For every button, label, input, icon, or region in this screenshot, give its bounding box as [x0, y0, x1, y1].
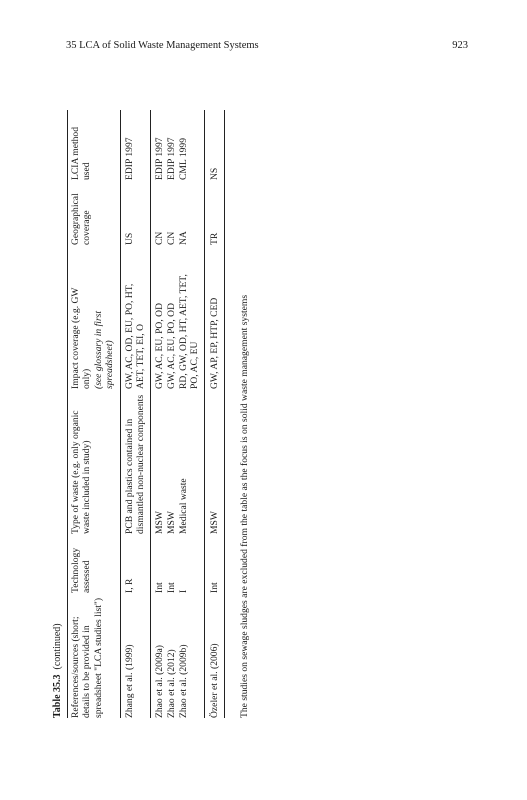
running-header [66, 40, 468, 56]
col-header-impact [70, 288, 115, 389]
table-text: Technology [70, 547, 81, 593]
impact-cell: GW, AC, EU, PO, OD [166, 303, 177, 389]
lcia-cell: NS [209, 167, 220, 180]
ref-cell: Zhao et al. (2009b) [178, 644, 189, 718]
tech-cell: I, R [124, 578, 135, 593]
geo-cell: CN [166, 231, 177, 245]
waste-cell: MSW [166, 511, 177, 534]
impact-cell: GW, AC, EU, PO, OD [154, 303, 165, 389]
lcia-cell: CML 1999 [178, 137, 189, 180]
row-rule [150, 110, 151, 718]
col-header-technology [70, 548, 93, 593]
waste-cell: MSW [209, 511, 220, 534]
geo-cell: CN [154, 231, 165, 245]
table-text: Geographical [70, 193, 81, 245]
geo-cell: US [124, 232, 135, 245]
ref-cell: Zhao et al. (2009a) [154, 645, 165, 718]
col-header-geography [70, 193, 93, 245]
waste-cell: PCB and plastics contained in [124, 418, 135, 534]
geo-cell: TR [209, 232, 220, 245]
top-rule [67, 110, 68, 718]
table-text: (see glossary in first [92, 310, 104, 389]
table-text: used [81, 162, 93, 180]
lcia-cell: EDIP 1997 [166, 137, 177, 180]
table-caption-suffix: (continued) [52, 623, 63, 670]
table-text: assessed [81, 560, 93, 593]
col-header-lcia [70, 127, 93, 180]
impact-cell: GW, AP, EP, HTP, CED [209, 297, 220, 389]
table-text: details to be provided in [81, 625, 93, 718]
table-text: References/sources (short; [70, 616, 81, 718]
col-header-references [70, 598, 104, 718]
geo-cell: NA [178, 231, 189, 245]
lcia-cell: EDIP 1997 [124, 137, 135, 180]
table-caption [52, 623, 64, 718]
impact-cell: RD, GW, OD, HT, AET, TET, [178, 274, 189, 389]
rotated-table [52, 98, 252, 718]
table-text: Impact coverage (e.g. GW [70, 287, 81, 389]
lcia-cell: EDIP 1997 [154, 137, 165, 180]
ref-cell: Zhao et al. (2012) [166, 649, 177, 718]
waste-cell: Medical waste [178, 478, 189, 534]
row-rule [204, 110, 205, 718]
col-header-waste-type [70, 410, 93, 534]
table-text: only) [81, 368, 93, 389]
page-number: 923 [452, 40, 468, 51]
ref-cell: Özeler et al. (2006) [209, 643, 220, 718]
impact-cell-line2: PO, AC, EU [189, 341, 200, 389]
chapter-title: 35 LCA of Solid Waste Management Systems [66, 40, 259, 51]
table-footnote: The studies on sewage sludges are excluded from the table as the focus is on solid waste management systems [239, 294, 250, 718]
waste-cell-line2: dismantled non-nuclear components [135, 394, 146, 534]
table-text: Type of waste (e.g. only organic [70, 410, 81, 534]
table-text: coverage [81, 210, 93, 245]
tech-cell: Int [209, 582, 220, 593]
table-text: spreadsheet) [103, 340, 115, 389]
header-rule [120, 110, 121, 718]
waste-cell: MSW [154, 511, 165, 534]
table-text: LCIA method [70, 126, 81, 180]
impact-cell-line2: AET, TET, EI, O [135, 323, 146, 389]
tech-cell: Int [154, 582, 165, 593]
tech-cell: Int [166, 582, 177, 593]
tech-cell: I [178, 589, 189, 593]
table-caption-label: Table 35.3 [52, 674, 63, 718]
ref-cell: Zhang et al. (1999) [124, 644, 135, 718]
bottom-rule [224, 110, 225, 718]
table-text: spreadsheet "LCA studies list") [92, 597, 104, 718]
table-text: waste included in study) [81, 440, 93, 534]
impact-cell: GW, AC, OD, EU, PO, HT, [124, 283, 135, 389]
